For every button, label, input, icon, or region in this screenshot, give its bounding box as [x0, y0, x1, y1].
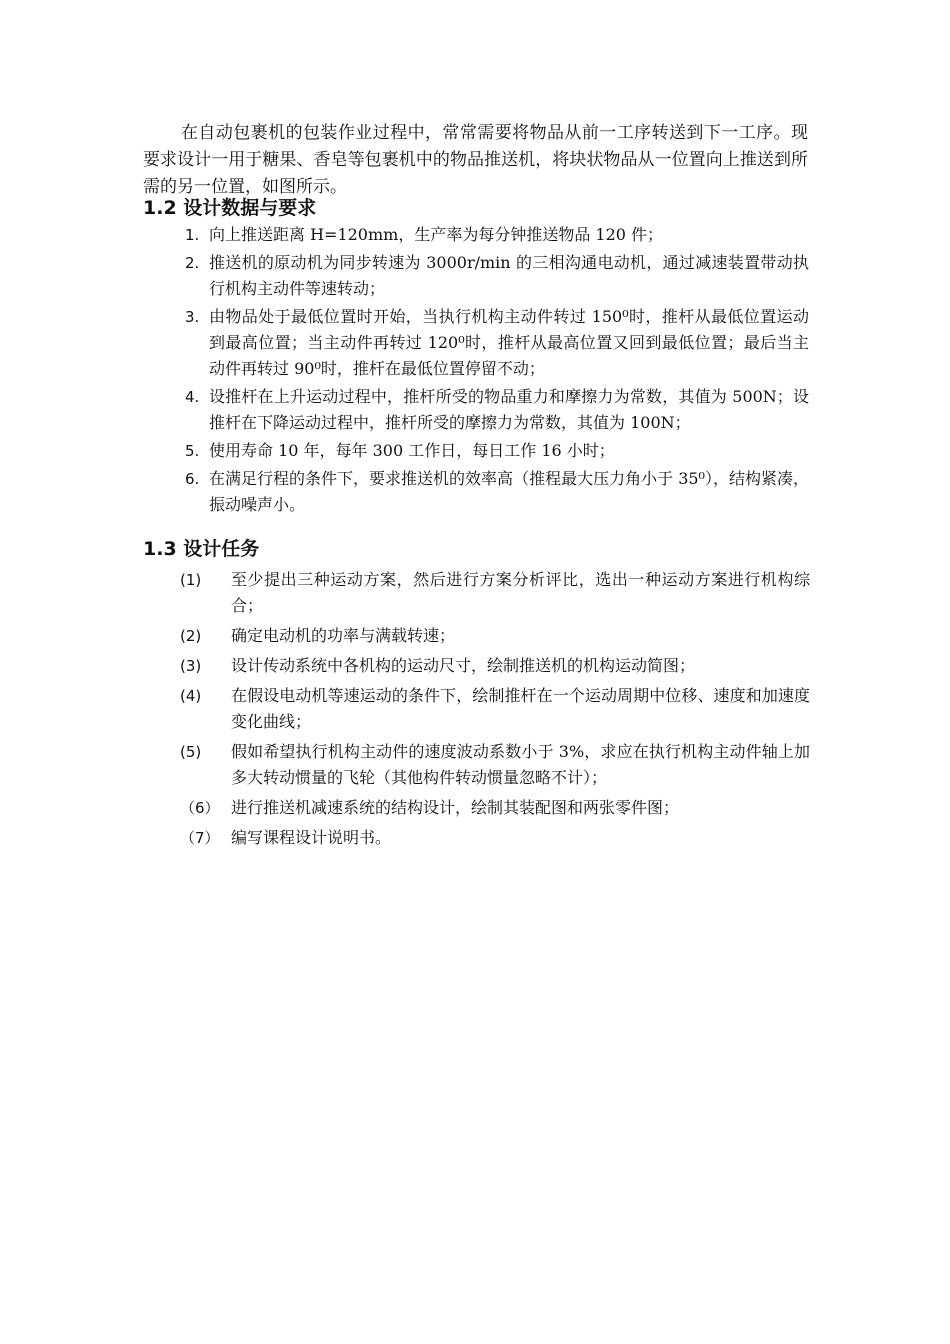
list-item-text: 设计传动系统中各机构的运动尺寸，绘制推送机的机构运动简图； [231, 656, 696, 675]
list-item [180, 653, 810, 679]
list-item-text: 假如希望执行机构主动件的速度波动系数小于 3%，求应在执行机构主动件轴上加多大转动惯量的飞轮（其他构件转动惯量忽略不计）； [231, 742, 810, 787]
list-item-number: 2. [185, 254, 200, 272]
list-item-text: 设推杆在上升运动过程中，推杆所受的物品重力和摩擦力为常数，其值为 500N；设推杆在下降运动过程中，推杆所受的摩擦力为常数，其值为 100N； [209, 387, 809, 432]
list-item-text: 在满足行程的条件下，要求推送机的效率高（推程最大压力角小于 35⁰），结构紧凑，振动噪声小。 [209, 469, 809, 514]
list-item-text: 在假设电动机等速运动的条件下，绘制推杆在一个运动周期中位移、速度和加速度变化曲线； [231, 686, 810, 731]
list-item-text: 确定电动机的功率与满载转速； [231, 626, 456, 645]
list-item [180, 795, 810, 821]
list-item-number: 6. [185, 470, 200, 488]
list-item-text: 编写课程设计说明书。 [231, 828, 392, 847]
list-item [185, 384, 809, 436]
list-item-number: (3) [180, 657, 202, 675]
list-item [180, 683, 810, 735]
list-item [180, 825, 810, 851]
list-item-text: 进行推送机减速系统的结构设计，绘制其装配图和两张零件图； [231, 798, 680, 817]
list-item [185, 438, 809, 464]
list-item [185, 250, 809, 302]
list-item-number: (2) [180, 627, 202, 645]
list-item-number: 3. [185, 308, 200, 326]
section-heading-1-2: 1.2 设计数据与要求 [143, 197, 317, 219]
list-item-number: 1. [185, 226, 200, 244]
list-item-number: 4. [185, 388, 200, 406]
list-item [185, 466, 809, 518]
list-item-number: 5. [185, 442, 200, 460]
list-item-number: (1) [180, 571, 202, 589]
list-item [185, 222, 809, 248]
list-item [180, 567, 810, 619]
requirements-list [185, 222, 809, 520]
list-item-text: 至少提出三种运动方案，然后进行方案分析评比，选出一种运动方案进行机构综合； [231, 570, 810, 615]
list-item-text: 推送机的原动机为同步转速为 3000r/min 的三相沟通电动机，通过减速装置带动执行机构主动件等速转动； [209, 253, 809, 298]
list-item-number: (5) [180, 743, 202, 761]
section-heading-1-3: 1.3 设计任务 [143, 538, 260, 560]
list-item-text: 由物品处于最低位置时开始，当执行机构主动件转过 150⁰时，推杆从最低位置运动到最高位置；当主动件再转过 120⁰时，推杆从最高位置又回到最低位置；最后当主动件再转过 90⁰时，推杆在最低位置停留不动； [209, 307, 809, 378]
list-item-number: (4) [180, 687, 202, 705]
list-item-text: 使用寿命 10 年，每年 300 工作日，每日工作 16 小时； [209, 441, 615, 460]
list-item [185, 304, 809, 382]
list-item-number: （6） [180, 799, 220, 817]
tasks-list [180, 567, 810, 855]
list-item-number: （7） [180, 829, 220, 847]
list-item [180, 623, 810, 649]
intro-paragraph: 在自动包裹机的包装作业过程中，常常需要将物品从前一工序转送到下一工序。现要求设计一用于糖果、香皂等包裹机中的物品推送机，将块状物品从一位置向上推送到所需的另一位置，如图所示。 [143, 123, 808, 197]
list-item-text: 向上推送距离 H=120mm，生产率为每分钟推送物品 120 件； [209, 225, 664, 244]
list-item [180, 739, 810, 791]
